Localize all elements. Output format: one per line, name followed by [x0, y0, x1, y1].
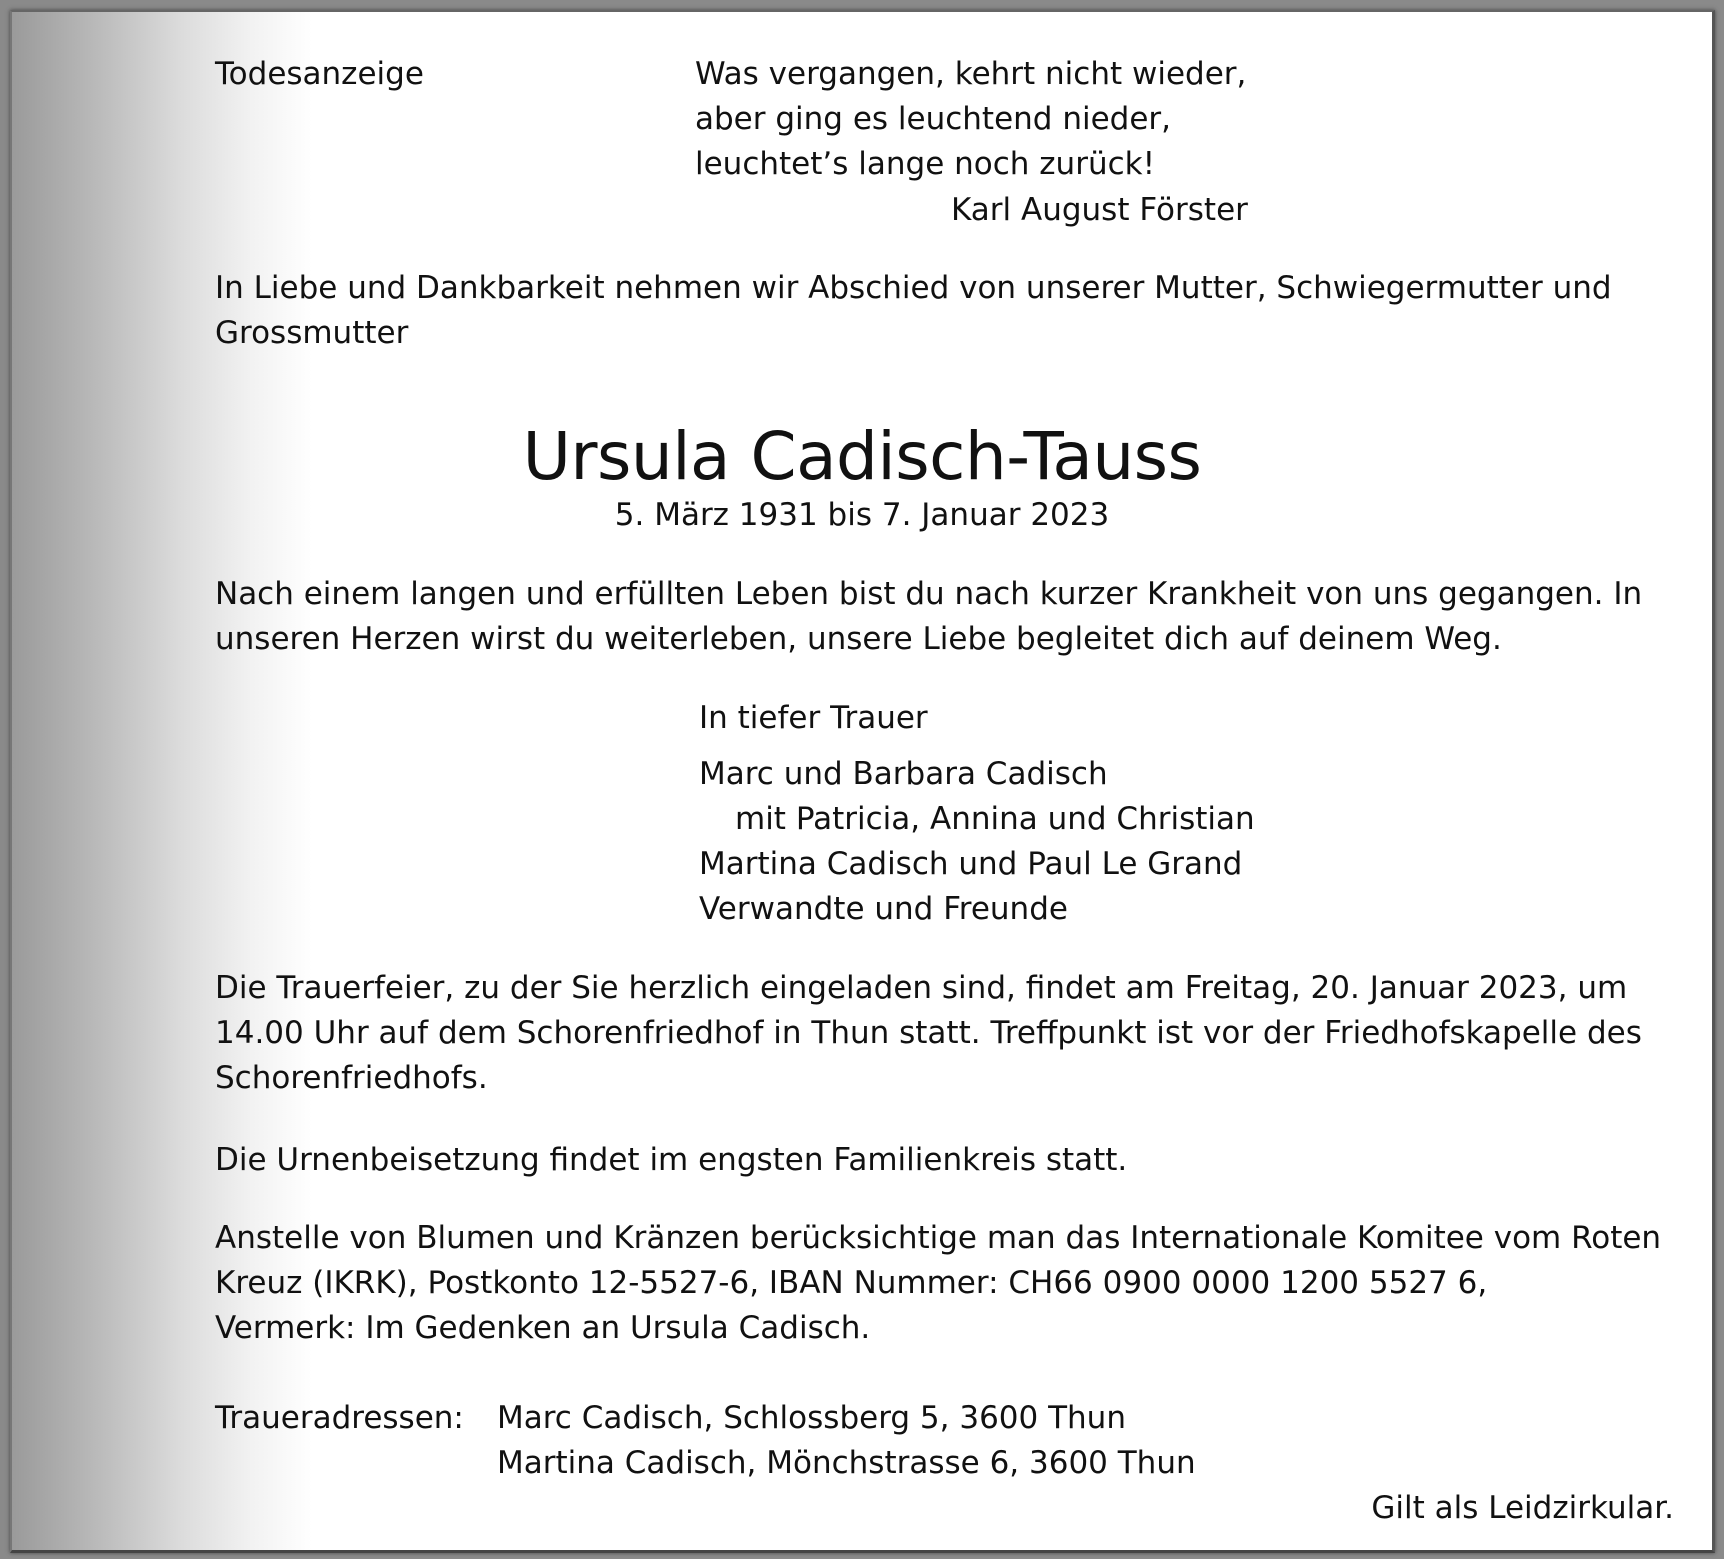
- donation-text: [215, 1216, 1661, 1351]
- mourners-list: [699, 752, 1255, 932]
- intro-line: Grossmutter: [215, 315, 409, 351]
- address-line: Martina Cadisch, Mönchstrasse 6, 3600 Thun: [497, 1445, 1196, 1481]
- donation-line: Vermerk: Im Gedenken an Ursula Cadisch.: [215, 1310, 871, 1346]
- intro-text: [215, 266, 1612, 356]
- message-text: [215, 572, 1642, 662]
- life-dates: 5. März 1931 bis 7. Januar 2023: [614, 497, 1110, 533]
- donation-line: Anstelle von Blumen und Kränzen berücksichtige man das Internationale Komitee vom Roten: [215, 1220, 1662, 1256]
- mourner-line: mit Patricia, Annina und Christian: [735, 801, 1255, 837]
- poem-line: leuchtet’s lange noch zurück!: [695, 146, 1156, 182]
- burial-text: Die Urnenbeisetzung findet im engsten Familienkreis statt.: [215, 1142, 1128, 1178]
- notice-label: Todesanzeige: [215, 56, 424, 92]
- ceremony-line: Die Trauerfeier, zu der Sie herzlich eingeladen sind, findet am Freitag, 20. Januar 2023, um: [215, 970, 1628, 1006]
- ceremony-text: [215, 966, 1642, 1101]
- poem-line: Was vergangen, kehrt nicht wieder,: [695, 56, 1247, 92]
- message-line: unseren Herzen wirst du weiterleben, unsere Liebe begleitet dich auf deinem Weg.: [215, 621, 1502, 657]
- address-line: Marc Cadisch, Schlossberg 5, 3600 Thun: [497, 1400, 1126, 1436]
- addresses-list: [497, 1396, 1196, 1486]
- deceased-name: Ursula Cadisch-Tauss: [522, 418, 1202, 495]
- obituary-page: [10, 10, 1715, 1553]
- mourner-line: Marc und Barbara Cadisch: [699, 756, 1108, 792]
- footer-note: Gilt als Leidzirkular.: [1371, 1490, 1674, 1526]
- mourners-heading: In tiefer Trauer: [699, 700, 928, 736]
- message-line: Nach einem langen und erfüllten Leben bist du nach kurzer Krankheit von uns gegangen. In: [215, 576, 1643, 612]
- addresses-label: Traueradressen:: [215, 1400, 464, 1436]
- poem: [695, 52, 1246, 187]
- intro-line: In Liebe und Dankbarkeit nehmen wir Abschied von unserer Mutter, Schwiegermutter und: [215, 270, 1612, 306]
- ceremony-line: 14.00 Uhr auf dem Schorenfriedhof in Thun statt. Treffpunkt ist vor der Friedhofskapelle des: [215, 1015, 1642, 1051]
- ceremony-line: Schorenfriedhofs.: [215, 1060, 488, 1096]
- mourner-line: Verwandte und Freunde: [699, 891, 1068, 927]
- mourner-line: Martina Cadisch und Paul Le Grand: [699, 846, 1243, 882]
- poem-line: aber ging es leuchtend nieder,: [695, 101, 1172, 137]
- poem-author: Karl August Förster: [951, 192, 1248, 228]
- donation-line: Kreuz (IKRK), Postkonto 12-5527-6, IBAN Nummer: CH66 0900 0000 1200 5527 6,: [215, 1265, 1488, 1301]
